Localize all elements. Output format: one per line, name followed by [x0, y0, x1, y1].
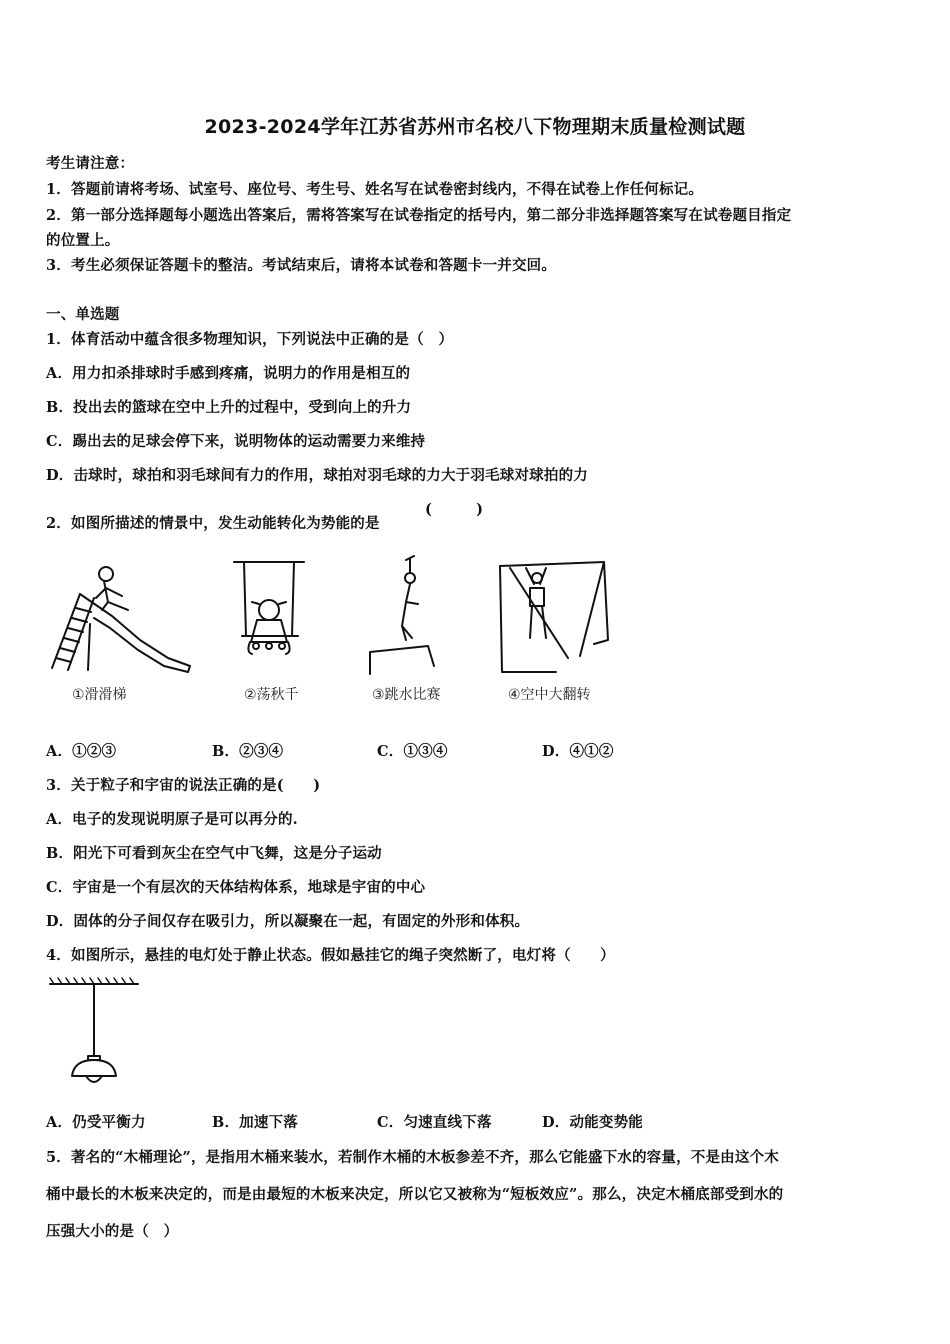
question-5-line: 5．著名的“木桶理论”，是指用木桶来装水，若制作木桶的木板参差不齐，那么它能盛下水的容量，不是由这个木	[46, 1149, 779, 1166]
swing-figure	[232, 558, 308, 676]
question-2-answer-paren: ( )	[425, 501, 484, 518]
diving-figure	[362, 554, 438, 676]
question-1-option-c: C．踢出去的足球会停下来，说明物体的运动需要力来维持	[46, 433, 426, 450]
question-2-option-a: A．①②③	[46, 743, 117, 760]
question-3-option-b: B．阳光下可看到灰尘在空气中飞舞，这是分子运动	[46, 845, 382, 862]
figure-label: ②荡秋千	[244, 687, 299, 703]
question-3-option-c: C．宇宙是一个有层次的天体结构体系，地球是宇宙的中心	[46, 879, 426, 896]
question-2-option-d: D．④①②	[542, 743, 614, 760]
notice-item: 的位置上。	[46, 232, 120, 249]
question-4-option-d: D．动能变势能	[542, 1114, 643, 1131]
question-1-option-b: B．投出去的篮球在空中上升的过程中，受到向上的升力	[46, 399, 412, 416]
high-bar-figure	[496, 558, 616, 676]
question-1-option-d: D．击球时，球拍和羽毛球间有力的作用，球拍对羽毛球的力大于羽毛球对球拍的力	[46, 467, 588, 484]
hanging-lamp-figure	[48, 978, 144, 1090]
page-title: 2023-2024学年江苏省苏州市名校八下物理期末质量检测试题	[204, 116, 746, 138]
question-1-stem: 1．体育活动中蕴含很多物理知识，下列说法中正确的是（ ）	[46, 331, 454, 348]
notice-item: 3．考生必须保证答题卡的整洁。考试结束后，请将本试卷和答题卡一并交回。	[46, 257, 557, 274]
figure-label: ③跳水比赛	[372, 687, 441, 703]
question-5-line: 压强大小的是（ ）	[46, 1223, 179, 1240]
figure-label: ①滑滑梯	[72, 687, 127, 703]
question-3-option-d: D．固体的分子间仅存在吸引力，所以凝聚在一起，有固定的外形和体积。	[46, 913, 530, 930]
notice-item: 1．答题前请将考场、试室号、座位号、考生号、姓名写在试卷密封线内，不得在试卷上作任何标记。	[46, 181, 704, 198]
section-heading: 一、单选题	[46, 306, 120, 323]
question-1-option-a: A．用力扣杀排球时手感到疼痛，说明力的作用是相互的	[46, 365, 411, 382]
figure-label: ④空中大翻转	[508, 687, 591, 703]
question-3-stem: 3．关于粒子和宇宙的说法正确的是( )	[46, 777, 321, 794]
question-2-option-b: B．②③④	[212, 743, 284, 760]
question-4-option-c: C．匀速直线下落	[377, 1114, 492, 1131]
question-4-stem: 4．如图所示，悬挂的电灯处于静止状态。假如悬挂它的绳子突然断了，电灯将（ ）	[46, 947, 615, 964]
question-5-line: 桶中最长的木板来决定的，而是由最短的木板来决定，所以它又被称为“短板效应”。那么，决定木桶底部受到水的	[46, 1186, 784, 1203]
slide-figure	[48, 560, 198, 680]
notice-heading: 考生请注意：	[46, 155, 135, 172]
question-3-option-a: A．电子的发现说明原子是可以再分的.	[46, 811, 298, 828]
notice-item: 2．第一部分选择题每小题选出答案后，需将答案写在试卷指定的括号内，第二部分非选择题答案写在试卷题目指定	[46, 207, 792, 224]
question-2-option-c: C．①③④	[377, 743, 448, 760]
question-2-stem: 2．如图所描述的情景中，发生动能转化为势能的是	[46, 515, 380, 532]
question-4-option-b: B．加速下落	[212, 1114, 298, 1131]
question-4-option-a: A．仍受平衡力	[46, 1114, 146, 1131]
